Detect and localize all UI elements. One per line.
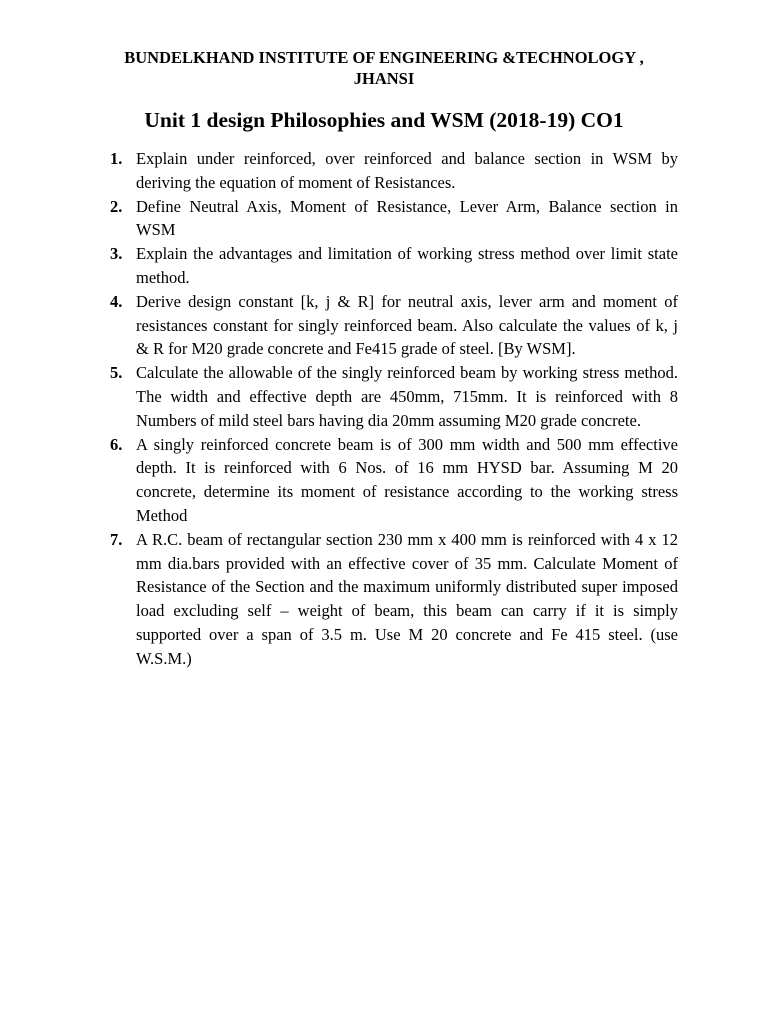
question-item: [100, 147, 678, 195]
question-item: [100, 528, 678, 671]
institute-name-line: BUNDELKHAND INSTITUTE OF ENGINEERING &TECHNOLOGY ,: [124, 48, 644, 67]
question-number: 4.: [110, 291, 123, 311]
institute-heading: [60, 47, 708, 89]
question-number: 7.: [110, 529, 123, 549]
question-text: A singly reinforced concrete beam is of 300 mm width and 500 mm effective depth. It is reinforced with 6 Nos. of 16 mm HYSD bar. Assuming M 20 concrete, determine its moment of resistance according to the working stress Method: [136, 434, 678, 525]
question-text: Calculate the allowable of the singly reinforced beam by working stress method. The width and effective depth are 450mm, 715mm. It is reinforced with 8 Numbers of mild steel bars having dia 20mm assuming M20 grade concrete.: [136, 363, 678, 430]
question-item: [100, 195, 678, 243]
question-list: [100, 147, 678, 671]
question-number: 5.: [110, 363, 123, 383]
question-number: 1.: [110, 149, 123, 168]
unit-title: Unit 1 design Philosophies and WSM (2018-19) CO1: [144, 108, 624, 132]
question-item: [100, 361, 678, 432]
institute-city-line: JHANSI: [353, 69, 415, 88]
question-number: 6.: [110, 434, 123, 454]
question-item: [100, 242, 678, 290]
question-number: 3.: [110, 244, 123, 264]
question-text: A R.C. beam of rectangular section 230 mm x 400 mm is reinforced with 4 x 12 mm dia.bars provided with an effective cover of 35 mm. Calculate Moment of Resistance of the Section and the maximum uniformly distributed super imposed load excluding self – weight of beam, this beam can carry if it is simply supported over a span of 3.5 m. Use M 20 concrete and Fe 415 steel. (use W.S.M.): [136, 529, 678, 668]
question-text: Derive design constant [k, j & R] for neutral axis, lever arm and moment of resistances constant for singly reinforced beam. Also calculate the values of k, j & R for M20 grade concrete and Fe415 grade of steel. [By WSM].: [136, 291, 678, 359]
question-number: 2.: [110, 196, 123, 216]
question-item: [100, 290, 678, 361]
question-text: Explain under reinforced, over reinforced and balance section in WSM by deriving the equation of moment of Resistances.: [136, 149, 678, 192]
question-item: [100, 433, 678, 528]
question-text: Explain the advantages and limitation of working stress method over limit state method.: [136, 244, 678, 287]
question-text: Define Neutral Axis, Moment of Resistance, Lever Arm, Balance section in WSM: [136, 196, 678, 240]
